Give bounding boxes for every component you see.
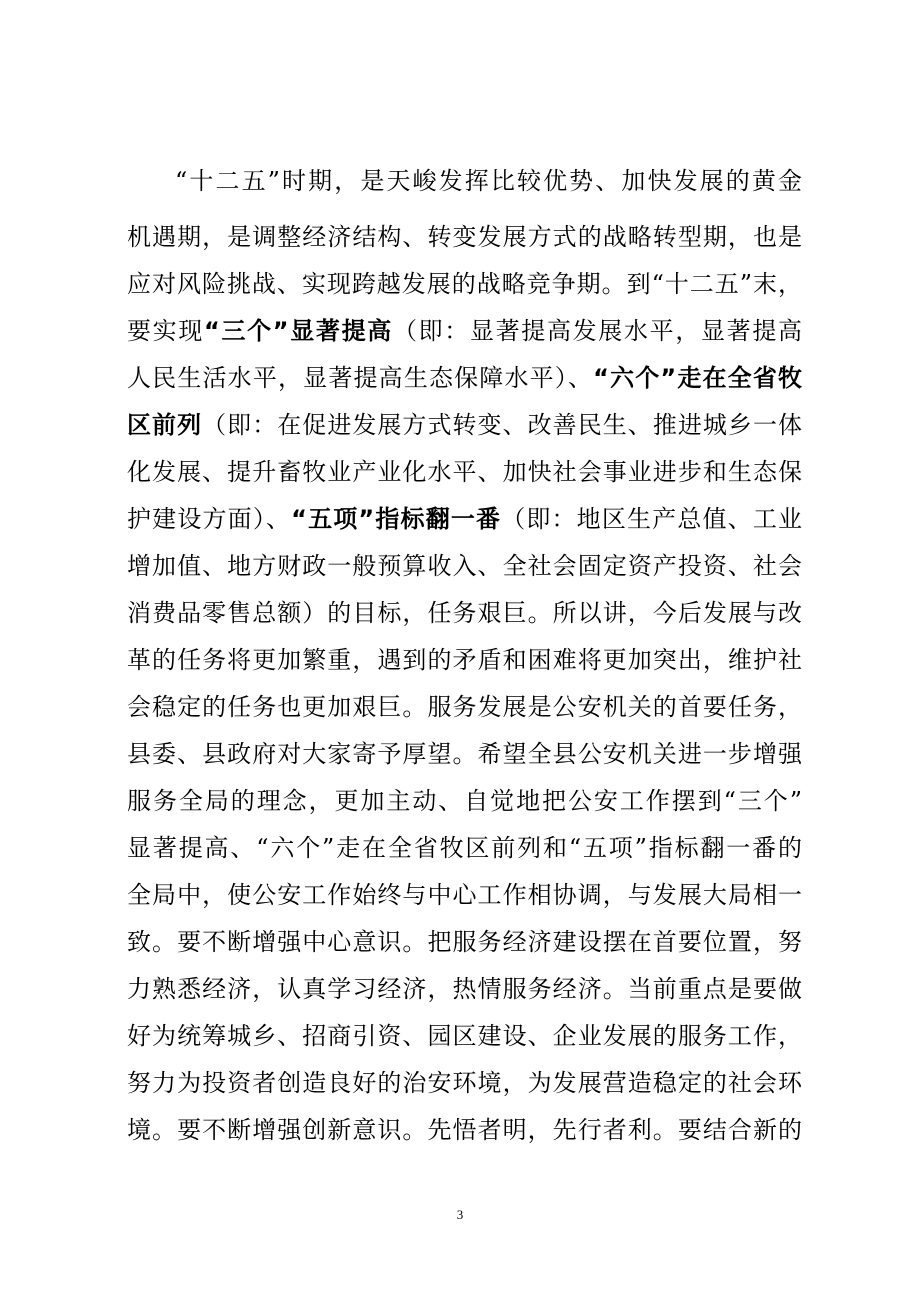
bold-emphasis-text: “五项”指标翻一番 bbox=[291, 505, 502, 533]
line-text: （即：地区生产总值、工业 bbox=[501, 505, 803, 533]
line-text: 县委、县政府对大家寄予厚望。希望全县公安机关进一步增强 bbox=[127, 740, 802, 768]
bold-emphasis-text: 区前列 bbox=[127, 411, 203, 439]
line-text: 人民生活水平，显著提高生态保障水平）、 bbox=[127, 364, 594, 392]
line-text: 显著提高、“六个”走在全省牧区前列和“五项”指标翻一番的 bbox=[127, 834, 802, 862]
body-text-line bbox=[127, 969, 802, 1009]
line-text: 机遇期，是调整经济结构、转变发展方式的战略转型期，也是 bbox=[127, 223, 802, 251]
line-text: 全局中，使公安工作始终与中心工作相协调，与发展大局相一 bbox=[127, 881, 802, 909]
line-text: 应对风险挑战、实现跨越发展的战略竞争期。到“十二五”末， bbox=[127, 270, 802, 298]
line-text: “十二五”时期，是天峻发挥比较优势、加快发展的黄金 bbox=[175, 167, 802, 195]
body-text-line bbox=[127, 546, 802, 586]
body-text-line bbox=[127, 734, 802, 774]
line-text: 要实现 bbox=[127, 317, 205, 345]
bold-emphasis-text: “六个”走在全省牧 bbox=[593, 364, 803, 392]
line-text: 好为统筹城乡、招商引资、园区建设、企业发展的服务工作， bbox=[127, 1022, 802, 1050]
body-text-line bbox=[127, 1110, 802, 1150]
line-text: 革的任务将更加繁重，遇到的矛盾和困难将更加突出，维护社 bbox=[127, 646, 802, 674]
body-text-line bbox=[127, 875, 802, 915]
body-text-line bbox=[127, 828, 802, 868]
line-text: 增加值、地方财政一般预算收入、全社会固定资产投资、社会 bbox=[127, 552, 802, 580]
body-text-line bbox=[175, 161, 802, 201]
line-text: 化发展、提升畜牧业产业化水平、加快社会事业进步和生态保 bbox=[127, 458, 802, 486]
body-text-line bbox=[127, 687, 802, 727]
line-text: 境。要不断增强创新意识。先悟者明，先行者利。要结合新的 bbox=[127, 1116, 802, 1144]
line-text: 会稳定的任务也更加艰巨。服务发展是公安机关的首要任务， bbox=[127, 693, 802, 721]
body-text-line bbox=[127, 311, 802, 351]
body-text-line bbox=[127, 264, 802, 304]
line-text: 消费品零售总额）的目标，任务艰巨。所以讲，今后发展与改 bbox=[127, 599, 802, 627]
body-text-line bbox=[127, 358, 802, 398]
body-text-line bbox=[127, 405, 802, 445]
body-text-line bbox=[127, 1016, 802, 1056]
body-text-line bbox=[127, 499, 802, 539]
body-text-line bbox=[127, 781, 802, 821]
body-text-line bbox=[127, 452, 802, 492]
body-text-line bbox=[127, 1063, 802, 1103]
bold-emphasis-text: “三个”显著提高 bbox=[204, 317, 393, 345]
line-text: （即：显著提高发展水平，显著提高 bbox=[392, 317, 803, 345]
line-text: 努力为投资者创造良好的治安环境，为发展营造稳定的社会环 bbox=[127, 1069, 802, 1097]
line-text: 力熟悉经济，认真学习经济，热情服务经济。当前重点是要做 bbox=[127, 975, 802, 1003]
body-text-line bbox=[127, 640, 802, 680]
body-text-line bbox=[127, 217, 802, 257]
line-text: 护建设方面）、 bbox=[127, 505, 292, 533]
line-text: 服务全局的理念，更加主动、自觉地把公安工作摆到“三个” bbox=[127, 787, 802, 815]
page-number: 3 bbox=[456, 1207, 464, 1222]
body-text-line bbox=[127, 593, 802, 633]
body-text-line bbox=[127, 922, 802, 962]
line-text: 致。要不断增强中心意识。把服务经济建设摆在首要位置，努 bbox=[127, 928, 802, 956]
line-text: （即：在促进发展方式转变、改善民生、推进城乡一体 bbox=[202, 411, 803, 439]
